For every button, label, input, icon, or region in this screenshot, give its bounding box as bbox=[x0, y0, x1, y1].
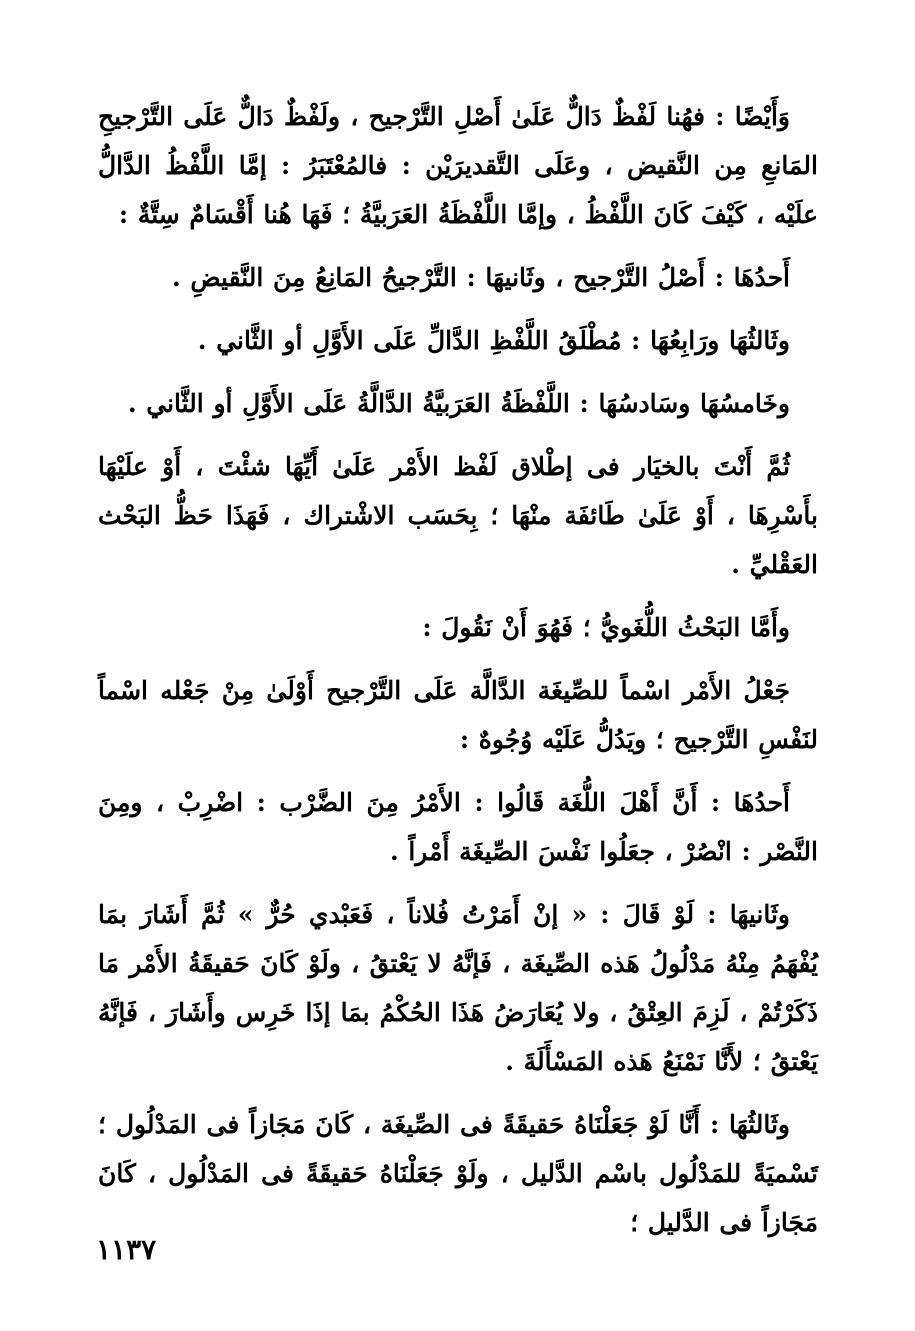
paragraph-third-fourth: وثَالثُهَا ورَابِعُهَا : مُطْلَقُ اللَّفْظِ الدَّالِّ عَلَى الأَوَّلِ أو الثَّاني . bbox=[197, 326, 790, 355]
body-text bbox=[98, 92, 818, 1247]
paragraph-reason-three: وثَالثُهَا : أَنَّا لَوْ جَعَلْنَاهُ حَقيقَةً فى الصِّيغَة ، كَانَ مَجَازاً فى المَدْلُول ؛ تَسْميَةً للمَدْلُول باسْم الدَّليل ، ولَوْ جَعَلْنَاهُ حَقيقَةً فى المَدْلُول ، كَانَ مَجَازاً فى الدَّليل ؛ bbox=[98, 1110, 818, 1237]
paragraph-first-second: أَحدُهَا : أَصْلُ التَّرْجيح ، وثَانيهَا : التَّرْجيحُ المَانِعُ مِنَ النَّقيضِ . bbox=[171, 263, 790, 292]
paragraph-intro: وَأَيْضًا : فهُنا لَفْظٌ دَالٌّ عَلَىٰ أَصْلِ التَّرْجيح ، ولَفْظٌ دَالٌّ عَلَى التَّرْجيحِ المَانعِ مِن النَّقيض ، وعَلَى التَّقديرَيْن : فالمُعْتَبَرُ : إمَّا اللَّفْظُ الدَّالُّ علَيْه ، كَيْفَ كَانَ اللَّفْظُ ، وإمَّا اللَّفْظَةُ العَرَبيَّةُ ؛ فَهَا هُنا أَقْسَامٌ سِتَّةٌ : bbox=[98, 102, 818, 229]
paragraph-reason-two: وثَانيهَا : لَوْ قَالَ : « إنْ أَمَرْتُ فُلاناً ، فَعَبْدي حُرٌّ » ثُمَّ أَشَارَ بمَا يُفْهَمُ مِنْهُ مَدْلُولُ هَذه الصِّيغَة ، فَإنَّهُ لا يَعْتقُ ، ولَوْ كَانَ حَقيقَةُ الأَمْر مَا ذَكَرْتُمْ ، لَزِمَ العِتْقُ ، ولا يُعَارَضُ هَذَا الحُكْمُ بمَا إذَا خَرِس وأَشَارَ ، فَإنَّهُ يَعْتقُ ؛ لأَنَّا نَمْنَعُ هَذه المَسْأَلَةَ . bbox=[98, 900, 818, 1076]
paragraph-thesis: جَعْلُ الأَمْر اسْماً للصِّيغَة الدَّالَّة عَلَى التَّرْجيح أَوْلَىٰ مِنْ جَعْله اسْماً لنَفْسِ التَّرْجيح ؛ ويَدُلُّ عَلَيْه وُجُوهٌ : bbox=[98, 676, 818, 754]
paragraph-reason-one: أَحدُهَا : أَنَّ أَهْلَ اللُّغَة قَالُوا : الأَمْرُ مِنَ الضَّرْب : اضْرِبْ ، ومِنَ النَّصْر : انْصُرْ ، جعَلُوا نَفْسَ الصِّيغَة أَمْراً . bbox=[98, 788, 818, 866]
paragraph-fifth-sixth: وخَامسُهَا وسَادسُهَا : اللَّفْظَةُ العَرَبيَّةُ الدَّالَّةُ عَلَى الأَوَّلِ أو الثَّاني . bbox=[127, 389, 790, 418]
paragraph-linguistic: وأَمَّا البَحْثُ اللُّغَويُّ ؛ فَهُوَ أَنْ نَقُولَ : bbox=[422, 613, 790, 642]
paragraph-choice: ثُمَّ أَنْتَ بالخيَار فى إطْلاق لَفْظ الأَمْر عَلَىٰ أَيِّهَا شئْتَ ، أَوْ علَيْهَا بأَسْرِهَا ، أَوْ عَلَىٰ طَائفَة منْهَا ؛ بِحَسَب الاشْتراك ، فَهَذَا حَظُّ البَحْث العَقْليِّ . bbox=[98, 452, 818, 579]
page-number: ١١٣٧ bbox=[96, 1233, 157, 1266]
